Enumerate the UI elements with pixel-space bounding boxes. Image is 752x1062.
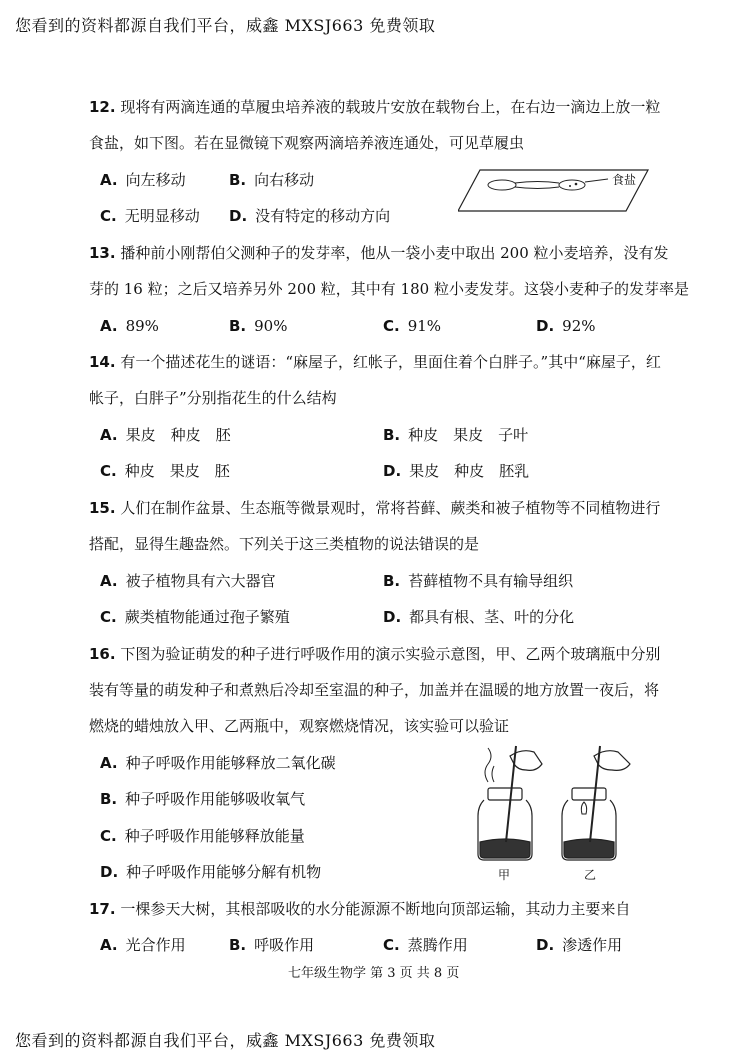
question-15-line-1	[89, 498, 660, 518]
salt-label: 食盐	[612, 173, 637, 187]
option-17-b[interactable]: B. 呼吸作用	[229, 936, 315, 954]
option-16-c[interactable]: C. 种子呼吸作用能够释放能量	[100, 827, 305, 845]
page-footer: 七年级生物学 第 3 页 共 8 页	[288, 966, 460, 981]
option-16-d[interactable]: D. 种子呼吸作用能够分解有机物	[100, 863, 322, 881]
question-number: 13.	[89, 244, 116, 262]
question-stem: 下图为验证萌发的种子进行呼吸作用的演示实验示意图，甲、乙两个玻璃瓶中分别	[120, 645, 661, 663]
option-12-d[interactable]: D. 没有特定的移动方向	[229, 207, 391, 225]
question-stem: 有一个描述花生的谜语：“麻屋子，红帐子，里面住着个白胖子。”其中“麻屋子，红	[120, 353, 661, 371]
question-number: 14.	[89, 353, 116, 371]
question-13-line-2: 芽的 16 粒；之后又培养另外 200 粒，其中有 180 粒小麦发芽。这袋小麦种子的发芽率是	[89, 280, 689, 298]
option-14-d[interactable]: D. 果皮 种皮 胚乳	[383, 462, 530, 480]
question-12-line-2: 食盐，如下图。若在显微镜下观察两滴培养液连通处，可见草履虫	[89, 134, 525, 152]
option-13-c[interactable]: C. 91%	[383, 317, 442, 335]
question-number: 15.	[89, 499, 116, 517]
option-12-b[interactable]: B. 向右移动	[229, 171, 315, 189]
question-17-line-1	[89, 899, 630, 919]
option-15-a[interactable]: A. 被子植物具有六大器官	[100, 572, 276, 590]
jar-experiment-figure	[470, 742, 650, 872]
promo-banner-bottom: 您看到的资料都源自我们平台，威鑫 MXSJ663 免费领取	[15, 1031, 436, 1050]
question-12-line-1	[89, 97, 660, 117]
option-14-a[interactable]: A. 果皮 种皮 胚	[100, 426, 231, 444]
option-14-b[interactable]: B. 种皮 果皮 子叶	[383, 426, 529, 444]
option-12-a[interactable]: A. 向左移动	[100, 171, 186, 189]
promo-banner-top: 您看到的资料都源自我们平台，威鑫 MXSJ663 免费领取	[15, 16, 436, 35]
jar-jia	[478, 746, 542, 860]
option-13-a[interactable]: A. 89%	[100, 317, 159, 335]
question-13-line-1	[89, 243, 669, 263]
option-13-d[interactable]: D. 92%	[536, 317, 596, 335]
jar-label-jia: 甲	[498, 868, 511, 882]
question-15-line-2: 搭配，显得生趣盎然。下列关于这三类植物的说法错误的是	[89, 535, 480, 553]
question-stem: 一棵参天大树，其根部吸收的水分能源源不断地向顶部运输，其动力主要来自	[120, 900, 631, 918]
option-17-d[interactable]: D. 渗透作用	[536, 936, 623, 954]
option-12-c[interactable]: C. 无明显移动	[100, 207, 200, 225]
option-14-c[interactable]: C. 种皮 果皮 胚	[100, 462, 230, 480]
question-stem: 人们在制作盆景、生态瓶等微景观时，常将苔藓、蕨类和被子植物等不同植物进行	[120, 499, 661, 517]
question-number: 12.	[89, 98, 116, 116]
question-16-line-2: 装有等量的萌发种子和煮熟后冷却至室温的种子，加盖并在温暖的地方放置一夜后，将	[89, 681, 660, 699]
question-stem: 播种前小刚帮伯父测种子的发芽率，他从一袋小麦中取出 200 粒小麦培养，没有发	[120, 244, 669, 262]
option-15-c[interactable]: C. 蕨类植物能通过孢子繁殖	[100, 608, 290, 626]
option-15-b[interactable]: B. 苔藓植物不具有输导组织	[383, 572, 574, 590]
question-16-line-1	[89, 644, 660, 664]
option-15-d[interactable]: D. 都具有根、茎、叶的分化	[383, 608, 575, 626]
option-17-c[interactable]: C. 蒸腾作用	[383, 936, 468, 954]
question-14-line-1	[89, 352, 661, 372]
option-17-a[interactable]: A. 光合作用	[100, 936, 186, 954]
question-stem: 现将有两滴连通的草履虫培养液的载玻片安放在载物台上，在右边一滴边上放一粒	[120, 98, 661, 116]
option-16-b[interactable]: B. 种子呼吸作用能够吸收氧气	[100, 790, 306, 808]
question-number: 16.	[89, 645, 116, 663]
question-16-line-3: 燃烧的蜡烛放入甲、乙两瓶中，观察燃烧情况，该实验可以验证	[89, 717, 510, 735]
option-16-a[interactable]: A. 种子呼吸作用能够释放二氧化碳	[100, 754, 336, 772]
jar-label-yi: 乙	[584, 868, 597, 882]
option-13-b[interactable]: B. 90%	[229, 317, 288, 335]
question-14-line-2: 帐子，白胖子”分别指花生的什么结构	[89, 389, 337, 407]
question-number: 17.	[89, 900, 116, 918]
jar-yi	[562, 746, 630, 860]
